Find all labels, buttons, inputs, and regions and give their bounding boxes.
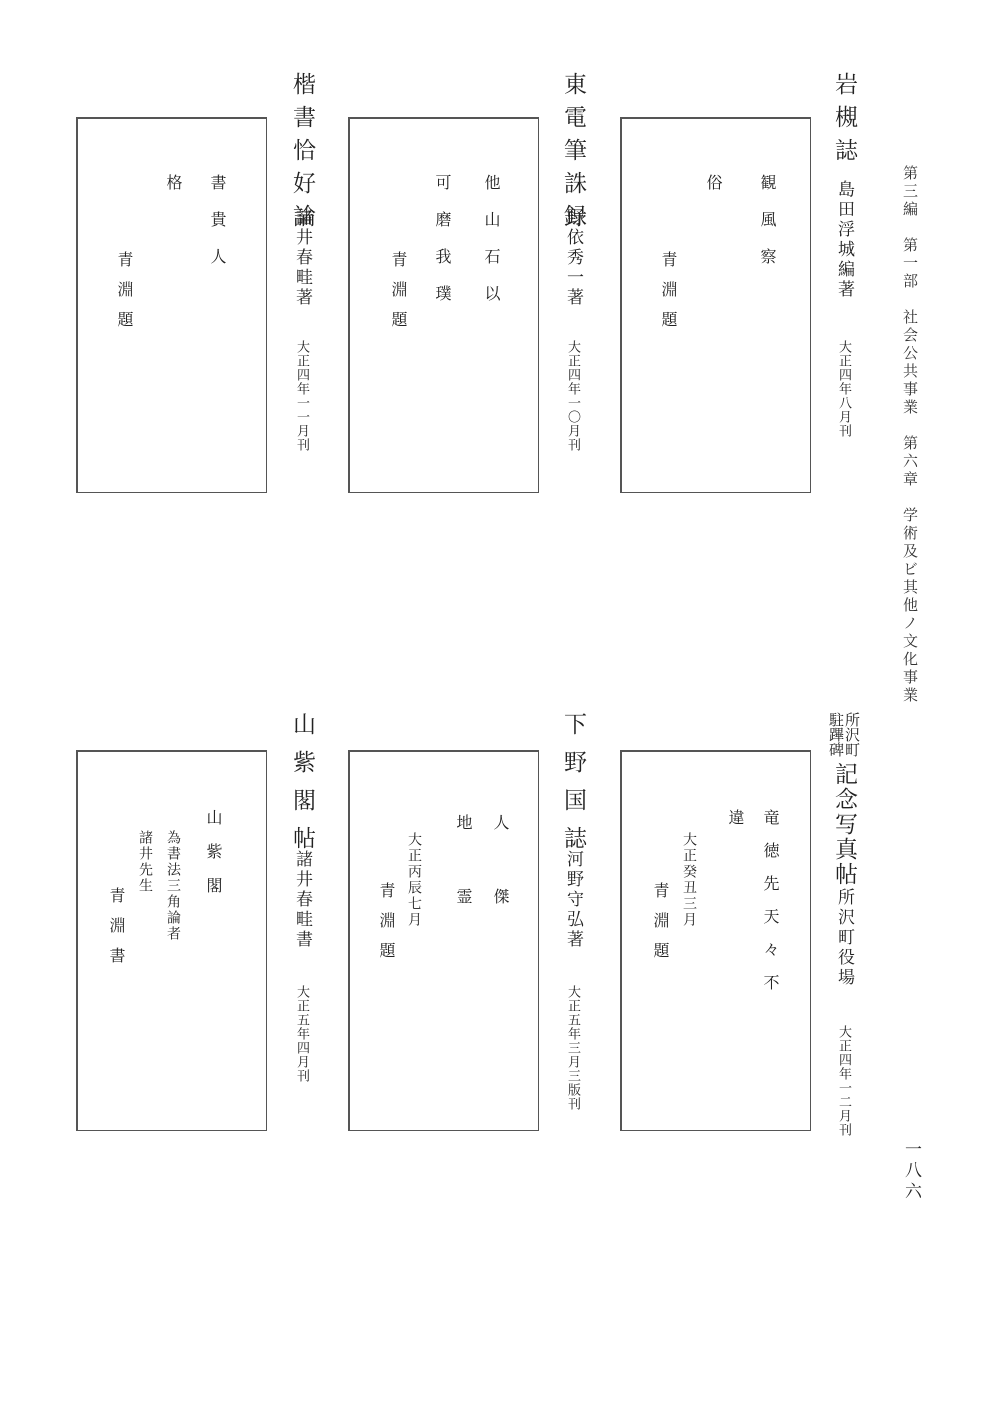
calligraphy-box <box>348 750 539 1131</box>
book-author: 河野守弘著 <box>563 850 583 950</box>
calligraphy-line: 他山石以 <box>482 174 501 322</box>
calligraphy-line: 可磨我璞 <box>433 174 452 322</box>
title-prefix-line: 所沢町 <box>843 712 861 757</box>
book-author: 野依秀一著 <box>563 208 583 308</box>
book-title: 記念写真帖 <box>831 762 857 887</box>
signature: 青淵題 <box>659 251 678 341</box>
running-header: 第三編 第一部 社会公共事業 第六章 学術及ビ其他ノ文化事業 <box>901 165 919 705</box>
book-date: 大正四年一一月刊 <box>294 340 309 452</box>
book-title: 楷書恰好論 <box>289 72 315 237</box>
calligraphy-line: 地霊 <box>454 814 473 962</box>
book-title: 岩槻誌 <box>831 72 857 171</box>
calligraphy-line: 為書法三角論者 <box>165 830 181 942</box>
book-date: 大正四年一二月刊 <box>836 1025 851 1137</box>
book-title: 東電筆誅録 <box>560 72 586 237</box>
calligraphy-box <box>348 117 539 493</box>
calligraphy-line: 竜徳先天々不 <box>761 809 780 1007</box>
page-number: 一八六 <box>901 1140 921 1203</box>
calligraphy-box <box>620 750 811 1131</box>
book-author: 島田浮城編著 <box>834 180 854 300</box>
calligraphy-line: 人傑 <box>491 814 510 962</box>
book-title: 下野国誌 <box>560 712 586 864</box>
book-author: 諸井春畦著 <box>292 208 312 308</box>
book-author: 所沢町役場 <box>834 888 854 988</box>
calligraphy-line: 格 <box>164 174 183 190</box>
book-title: 山紫閣帖 <box>289 712 315 864</box>
signature: 青淵題 <box>389 251 408 341</box>
calligraphy-box <box>76 750 267 1131</box>
book-date: 大正四年一〇月刊 <box>565 340 580 452</box>
signature: 青淵書 <box>107 887 126 977</box>
calligraphy-line: 俗 <box>704 174 723 190</box>
calligraphy-box <box>76 117 267 493</box>
calligraphy-line: 山紫閣 <box>204 809 223 911</box>
date-line: 大正癸丑三月 <box>681 832 697 928</box>
book-date: 大正四年八月刊 <box>836 340 851 438</box>
date-line: 大正丙辰七月 <box>406 832 422 928</box>
calligraphy-line: 書貴人 <box>208 174 227 285</box>
calligraphy-box <box>620 117 811 493</box>
book-date: 大正五年四月刊 <box>294 985 309 1083</box>
calligraphy-line: 観風察 <box>758 174 777 285</box>
calligraphy-line: 違 <box>726 809 745 825</box>
title-prefix-line: 駐蹕碑 <box>827 712 845 757</box>
book-date: 大正五年三月三版刊 <box>565 985 580 1111</box>
signature: 青淵題 <box>377 882 396 972</box>
calligraphy-line: 諸井先生 <box>137 830 153 894</box>
book-author: 諸井春畦書 <box>292 850 312 950</box>
signature: 青淵題 <box>651 882 670 972</box>
signature: 青淵題 <box>115 251 134 341</box>
